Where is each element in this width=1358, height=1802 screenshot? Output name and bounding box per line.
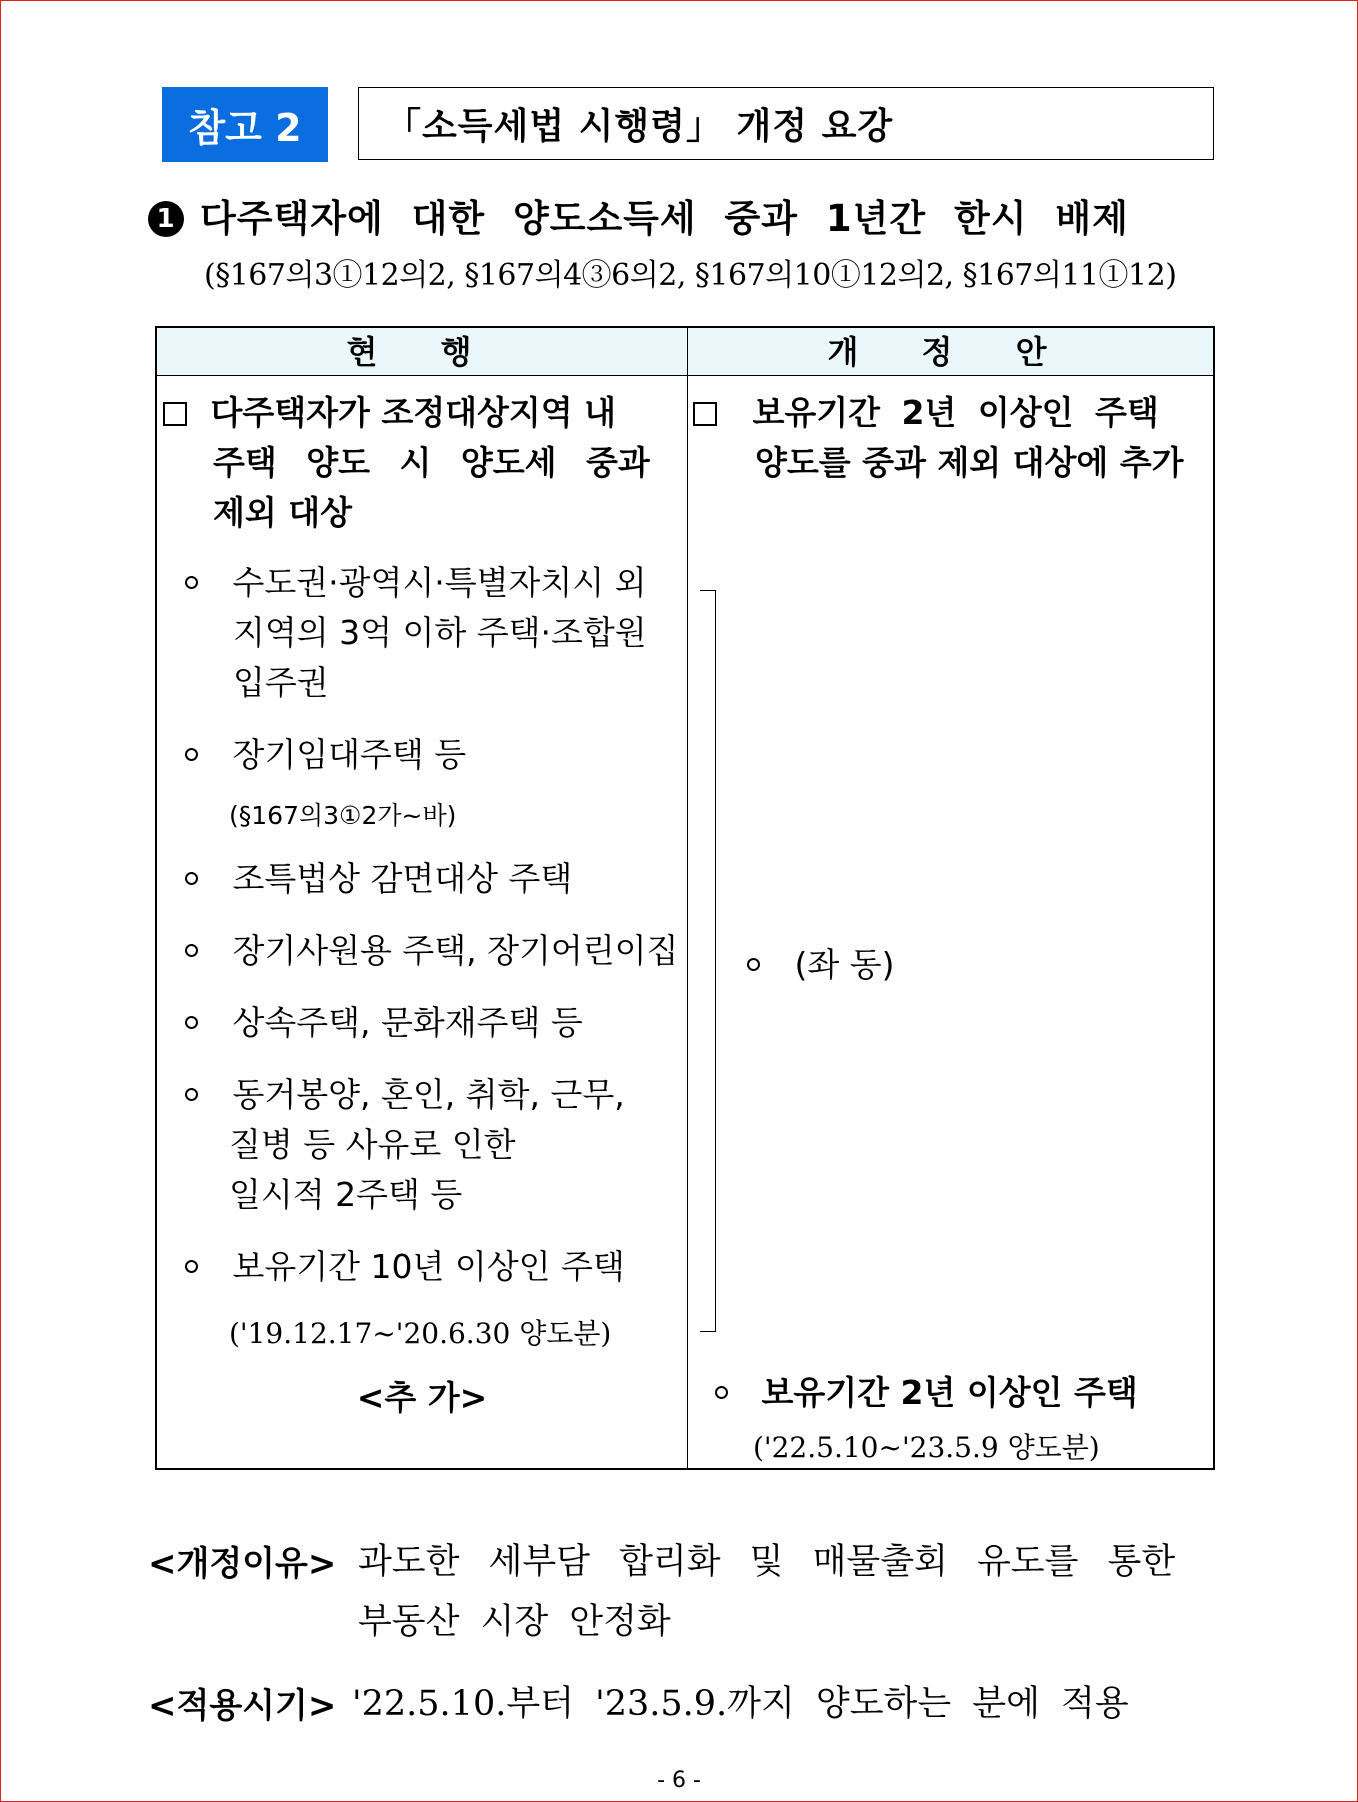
list-item: 수도권·광역시·특별자치시 외 bbox=[185, 558, 647, 608]
revised-new-item-note: ('22.5.10~'23.5.9 양도분) bbox=[753, 1431, 1100, 1464]
section-number-icon: 1 bbox=[148, 201, 184, 237]
circle-bullet-icon bbox=[185, 1016, 198, 1029]
reason-text-line-2: 부동산 시장 안정화 bbox=[358, 1602, 671, 1642]
column-divider bbox=[687, 328, 688, 1468]
circle-bullet-icon bbox=[185, 748, 198, 761]
circle-bullet-icon bbox=[185, 576, 198, 589]
reason-label: <개정이유> bbox=[148, 1544, 337, 1584]
section-heading bbox=[148, 188, 1129, 242]
grouping-bracket bbox=[700, 590, 716, 1332]
list-item: 보유기간 10년 이상인 주택 bbox=[185, 1242, 625, 1292]
list-item: 상속주택, 문화재주택 등 bbox=[185, 998, 583, 1048]
revised-lead-line-2: 양도를 중과 제외 대상에 추가 bbox=[755, 443, 1184, 482]
header-current: 현 행 bbox=[346, 333, 498, 371]
add-label: <추 가> bbox=[356, 1378, 488, 1417]
list-item: 조특법상 감면대상 주택 bbox=[185, 854, 572, 904]
current-lead-line-1: 다주택자가 조정대상지역 내 bbox=[163, 388, 616, 438]
circle-bullet-icon bbox=[747, 958, 760, 971]
page-number: - 6 - bbox=[657, 1768, 701, 1793]
table-header bbox=[157, 328, 1213, 376]
checkbox-square-icon bbox=[693, 402, 717, 426]
checkbox-square-icon bbox=[163, 402, 187, 426]
list-item-continuation: 질병 등 사유로 인한 bbox=[229, 1125, 516, 1164]
circle-bullet-icon bbox=[185, 1088, 198, 1101]
document-title: 「소득세법 시행령」 개정 요강 bbox=[358, 87, 1214, 160]
list-item: 동거봉양, 혼인, 취학, 근무, bbox=[185, 1070, 625, 1120]
list-item-continuation: 일시적 2주택 등 bbox=[229, 1175, 463, 1214]
revised-lead-line-1: 보유기간 2년 이상인 주택 bbox=[693, 388, 1159, 438]
section-heading-text: 다주택자에 대한 양도소득세 중과 1년간 한시 배제 bbox=[200, 197, 1129, 240]
revised-new-item: 보유기간 2년 이상인 주택 bbox=[715, 1368, 1138, 1418]
circle-bullet-icon bbox=[185, 944, 198, 957]
list-item-continuation: 지역의 3억 이하 주택·조합원 bbox=[233, 613, 647, 652]
effective-text: '22.5.10.부터 '23.5.9.까지 양도하는 분에 적용 bbox=[352, 1684, 1129, 1724]
effective-label: <적용시기> bbox=[148, 1686, 337, 1726]
reference-badge: 참고 2 bbox=[162, 87, 328, 162]
list-item-continuation: 입주권 bbox=[233, 663, 329, 702]
list-item: 장기임대주택 등 bbox=[185, 730, 466, 780]
circle-bullet-icon bbox=[715, 1386, 728, 1399]
list-item-note: (§167의3①2가~바) bbox=[229, 801, 457, 830]
reason-text-line-1: 과도한 세부담 합리화 및 매물출회 유도를 통한 bbox=[358, 1542, 1176, 1582]
current-lead-line-3: 제외 대상 bbox=[213, 493, 353, 532]
circle-bullet-icon bbox=[185, 872, 198, 885]
section-legal-reference: (§167의3①12의2, §167의4③6의2, §167의10①12의2, §167의11①12) bbox=[204, 258, 1177, 293]
current-lead-line-2: 주택 양도 시 양도세 중과 bbox=[213, 443, 650, 482]
list-item: 장기사원용 주택, 장기어린이집 bbox=[185, 926, 678, 976]
header-revised: 개 정 안 bbox=[827, 333, 1073, 371]
comparison-table bbox=[155, 326, 1215, 1470]
circle-bullet-icon bbox=[185, 1260, 198, 1273]
revised-same-as-left: (좌 동) bbox=[747, 940, 895, 990]
list-item-note: ('19.12.17~'20.6.30 양도분) bbox=[229, 1317, 612, 1350]
